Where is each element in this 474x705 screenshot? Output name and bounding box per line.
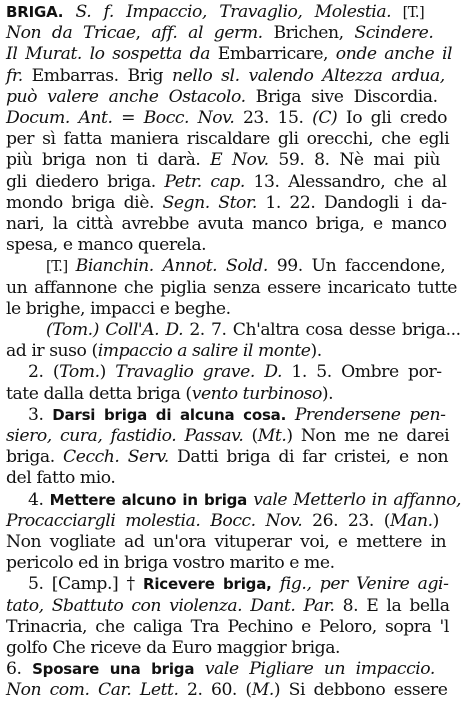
text-run: Embarras. Brig bbox=[22, 65, 172, 86]
text-run: Tom. bbox=[59, 362, 100, 383]
text-run: M. bbox=[251, 680, 274, 701]
text-run: Brichen, bbox=[262, 23, 355, 44]
text-run: pericolo ed in briga vostro marito e me. bbox=[6, 553, 335, 574]
source-tag: [T.] bbox=[391, 5, 425, 21]
text-run: Mt. bbox=[257, 426, 287, 446]
entry-line bbox=[6, 617, 449, 638]
text-run: vento turbinoso bbox=[191, 383, 322, 404]
text-run: (C) bbox=[312, 108, 338, 128]
entry-line bbox=[6, 659, 435, 680]
definition: tato, Sbattuto con violenza. Dant. Par. bbox=[6, 595, 335, 616]
sense-3-line bbox=[28, 405, 445, 426]
entry-line bbox=[46, 256, 445, 277]
citation: Docum. Ant. bbox=[6, 108, 113, 128]
text-run: 13. Alessandro, che al bbox=[244, 171, 447, 192]
entry-line bbox=[6, 2, 424, 23]
text-run bbox=[63, 2, 75, 22]
text-run: Il Murat. lo sospetta da bbox=[6, 44, 210, 65]
text-run: fr. bbox=[6, 65, 23, 86]
text-run: 99. Un faccendone, bbox=[267, 256, 446, 277]
text-run: spesa, e manco querela. bbox=[6, 235, 207, 256]
citation: Cecch. Serv. bbox=[63, 447, 169, 468]
entry-line bbox=[6, 384, 333, 405]
entry-line bbox=[6, 23, 433, 44]
text-run: briga. bbox=[6, 447, 64, 468]
entry-line bbox=[6, 150, 440, 171]
text-run: può valere anche Ostacolo. bbox=[6, 86, 246, 107]
citation: Segn. Stor. bbox=[162, 192, 257, 213]
text-run: nari, la città avrebbe avuta manco briga, e manco bbox=[6, 214, 447, 234]
entry-line bbox=[6, 553, 335, 574]
text-run: 59. 8. Nè mai più bbox=[268, 150, 440, 171]
phrase-headword: Ricevere briga, bbox=[142, 575, 272, 594]
text-run: 1. 5. Ombre por- bbox=[282, 362, 442, 383]
text-run: aff. al germ. bbox=[151, 23, 263, 44]
text-run: onde anche il bbox=[335, 44, 453, 65]
headword: BRIGA. bbox=[6, 3, 64, 21]
text-run: Man. bbox=[390, 510, 433, 531]
text-run: 3. bbox=[28, 404, 53, 425]
citation: E Nov. bbox=[210, 150, 269, 171]
text-run: Io gli credo bbox=[337, 108, 448, 128]
text-run: le brighe, impacci e beghe. bbox=[6, 298, 231, 319]
text-run: ) Si debbono essere bbox=[273, 680, 448, 701]
text-run: 8. E la bella bbox=[334, 595, 450, 616]
entry-line bbox=[6, 638, 340, 659]
text-run: = bbox=[112, 108, 144, 128]
phrase-headword: Mettere alcuno in briga bbox=[49, 490, 248, 509]
entry-line bbox=[6, 235, 206, 256]
text-run: più briga non ti darà. bbox=[6, 150, 211, 171]
entry-line bbox=[6, 532, 446, 553]
text-run bbox=[272, 574, 280, 594]
text-run bbox=[255, 362, 264, 382]
definition: vale Metterlo in affanno, bbox=[253, 489, 462, 510]
definition: S. f. Impaccio, Travaglio, Molestia. bbox=[75, 2, 392, 22]
text-run bbox=[194, 659, 205, 679]
text-run: ). bbox=[321, 383, 334, 404]
text-run: ( bbox=[243, 426, 258, 446]
citation: Coll'A. D. bbox=[105, 320, 184, 340]
text-run: ) Non me ne darei bbox=[286, 426, 450, 446]
text-run: Non vogliate ad un'ora vituperar voi, e mettere in bbox=[6, 532, 447, 552]
text-run: un affannone che piglia senza essere incaricato tutte bbox=[6, 277, 458, 298]
text-run: 2. ( bbox=[28, 362, 60, 383]
definition: fig., per Venire agi- bbox=[279, 574, 449, 595]
definition: Travaglio grave. bbox=[115, 362, 255, 383]
definition: vale Pigliare un impaccio. bbox=[204, 659, 435, 680]
entry-line bbox=[6, 214, 447, 235]
citation: Bianchin. Annot. Sold. bbox=[75, 256, 268, 277]
text-run: 6. bbox=[6, 659, 33, 680]
text-run: Briga sive Discordia. bbox=[245, 86, 438, 107]
text-run: 23. 15. bbox=[234, 108, 313, 128]
text-run: 4. bbox=[28, 489, 50, 510]
source-tag: [T.] bbox=[46, 259, 76, 276]
text-run: 2. 7. Ch'altra cosa desse briga... bbox=[183, 320, 461, 340]
text-run: tate dalla detta briga ( bbox=[6, 383, 192, 404]
entry-line bbox=[6, 87, 438, 108]
entry-line bbox=[6, 511, 439, 532]
text-run: per sì fatta maniera riscaldare gli orecchi, che egli bbox=[6, 129, 450, 150]
entry-line bbox=[6, 468, 115, 489]
entry-line bbox=[6, 66, 445, 87]
text-run: Datti briga di far cristei, e non bbox=[168, 447, 449, 468]
definition: siero, cura, fastidio. Passav. bbox=[6, 426, 244, 446]
sense-4-line bbox=[28, 490, 461, 511]
text-run: nello sl. valendo Altezza ardua, bbox=[171, 65, 445, 86]
entry-line bbox=[6, 278, 457, 299]
definition: Prendersene pen- bbox=[294, 404, 446, 425]
entry-line bbox=[6, 447, 448, 468]
text-run: impaccio a salire il monte bbox=[97, 341, 311, 362]
citation: D. bbox=[264, 362, 283, 383]
citation: Bocc. Nov. bbox=[143, 108, 235, 128]
definition: Procacciargli molestia. Bocc. Nov. bbox=[6, 510, 303, 531]
source-tag: (Tom.) bbox=[46, 320, 106, 340]
entry-line bbox=[6, 680, 447, 701]
phrase-headword: Darsi briga di alcuna cosa. bbox=[52, 405, 287, 424]
text-run: ) bbox=[432, 510, 439, 531]
text-run: 1. 22. Dandogli i da- bbox=[256, 192, 447, 213]
text-run: gli diedero briga. bbox=[6, 171, 165, 192]
text-run: golfo Che riceve da Euro maggior briga. bbox=[6, 638, 341, 658]
text-run: 26. 23. ( bbox=[302, 510, 391, 531]
entry-line bbox=[6, 129, 449, 150]
entry-line bbox=[46, 320, 461, 341]
text-run: Trinacria, che caliga Tra Pechino e Peloro, sopra 'l bbox=[6, 616, 449, 637]
sense-2-line bbox=[28, 362, 442, 383]
entry-line bbox=[6, 108, 447, 129]
entry-line bbox=[6, 172, 447, 193]
phrase-headword: Sposare una briga bbox=[32, 660, 195, 679]
text-run: ) bbox=[99, 362, 116, 383]
text-run: 2. 60. ( bbox=[178, 680, 252, 701]
text-run: , bbox=[135, 23, 152, 44]
entry-line bbox=[6, 426, 449, 447]
text-run: ad ir suso ( bbox=[6, 341, 98, 362]
sense-5-line bbox=[28, 574, 448, 595]
text-run: mondo briga diè. bbox=[6, 192, 163, 213]
entry-line bbox=[6, 341, 322, 362]
text-run: 5. [Camp.] † bbox=[28, 574, 143, 595]
entry-line bbox=[6, 596, 450, 617]
entry-line bbox=[6, 44, 452, 65]
text-run: Scindere. bbox=[354, 23, 434, 44]
text-run: ). bbox=[310, 341, 322, 362]
etymology: Non da Tricae bbox=[6, 23, 136, 44]
citation: Petr. cap. bbox=[164, 171, 245, 192]
text-run: Embarricare, bbox=[210, 44, 336, 65]
entry-line bbox=[6, 193, 447, 214]
text-run: del fatto mio. bbox=[6, 468, 116, 489]
citation: Non com. Car. Lett. bbox=[6, 680, 179, 701]
text-run bbox=[286, 405, 295, 425]
entry-line bbox=[6, 299, 231, 320]
